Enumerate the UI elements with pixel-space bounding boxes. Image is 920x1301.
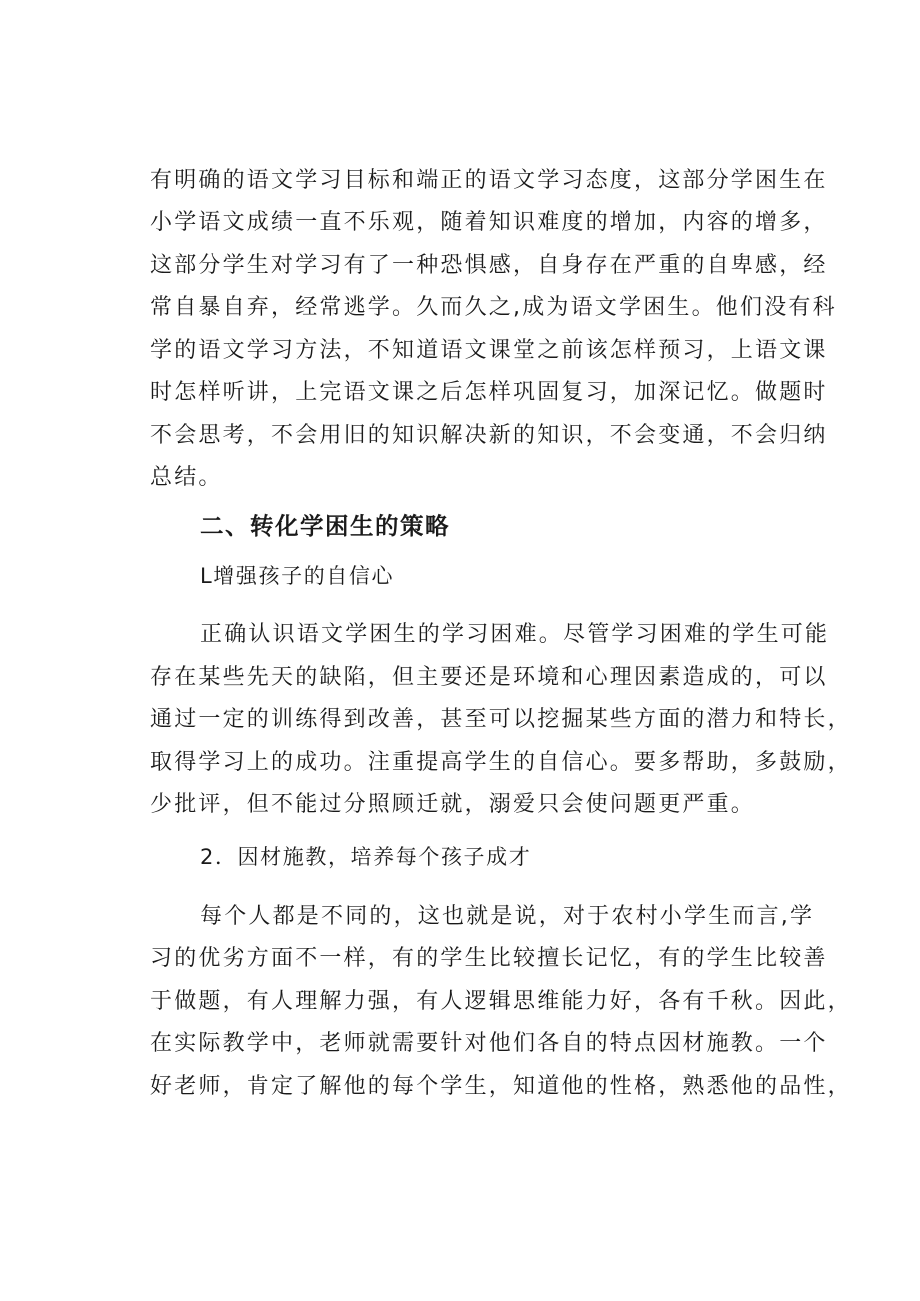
paragraph-line: 总结。 [150, 465, 223, 490]
paragraph-line: 这部分学生对学习有了一种恐惧感，自身存在严重的自卑感，经 [150, 253, 828, 278]
paragraph-line: 在实际教学中，老师就需要针对他们各自的特点因材施教。一个 [150, 1031, 828, 1056]
paragraph-line: 取得学习上的成功。注重提高学生的自信心。要多帮助，多鼓励， [150, 750, 852, 775]
paragraph-line: 存在某些先天的缺陷，但主要还是环境和心理因素造成的，可以 [150, 665, 828, 690]
paragraph-line: 于做题，有人理解力强，有人逻辑思维能力好，各有千秋。因此， [150, 989, 852, 1014]
subsection-title: L增强孩子的自信心 [200, 564, 395, 588]
paragraph-line: 有明确的语文学习目标和端正的语文学习态度，这部分学困生在 [150, 168, 828, 193]
paragraph-line: 常自暴自弃，经常逃学。久而久之,成为语文学困生。他们没有科 [150, 295, 837, 320]
paragraph-line: 学的语文学习方法，不知道语文课堂之前该怎样预习，上语文课 [150, 338, 828, 363]
paragraph-line: 小学语文成绩一直不乐观，随着知识难度的增加，内容的增多， [150, 210, 828, 235]
paragraph-line: 时怎样听讲，上完语文课之后怎样巩固复习，加深记忆。做题时 [150, 380, 828, 405]
paragraph-line: 正确认识语文学困生的学习困难。尽管学习困难的学生可能 [200, 622, 830, 647]
paragraph-line: 通过一定的训练得到改善，甚至可以挖掘某些方面的潜力和特长， [150, 707, 852, 732]
paragraph-line: 不会思考，不会用旧的知识解决新的知识，不会变通，不会归纳 [150, 423, 828, 448]
paragraph-line: 少批评，但不能过分照顾迁就，溺爱只会使问题更严重。 [150, 792, 756, 817]
section-heading: 二、转化学困生的策略 [200, 512, 450, 540]
paragraph-line: 每个人都是不同的，这也就是说，对于农村小学生而言,学 [200, 904, 815, 929]
subsection-title: 2．因材施教，培养每个孩子成才 [200, 845, 532, 869]
paragraph-line: 好老师，肯定了解他的每个学生，知道他的性格，熟悉他的品性， [150, 1074, 852, 1099]
paragraph-line: 习的优劣方面不一样，有的学生比较擅长记忆，有的学生比较善 [150, 946, 828, 971]
